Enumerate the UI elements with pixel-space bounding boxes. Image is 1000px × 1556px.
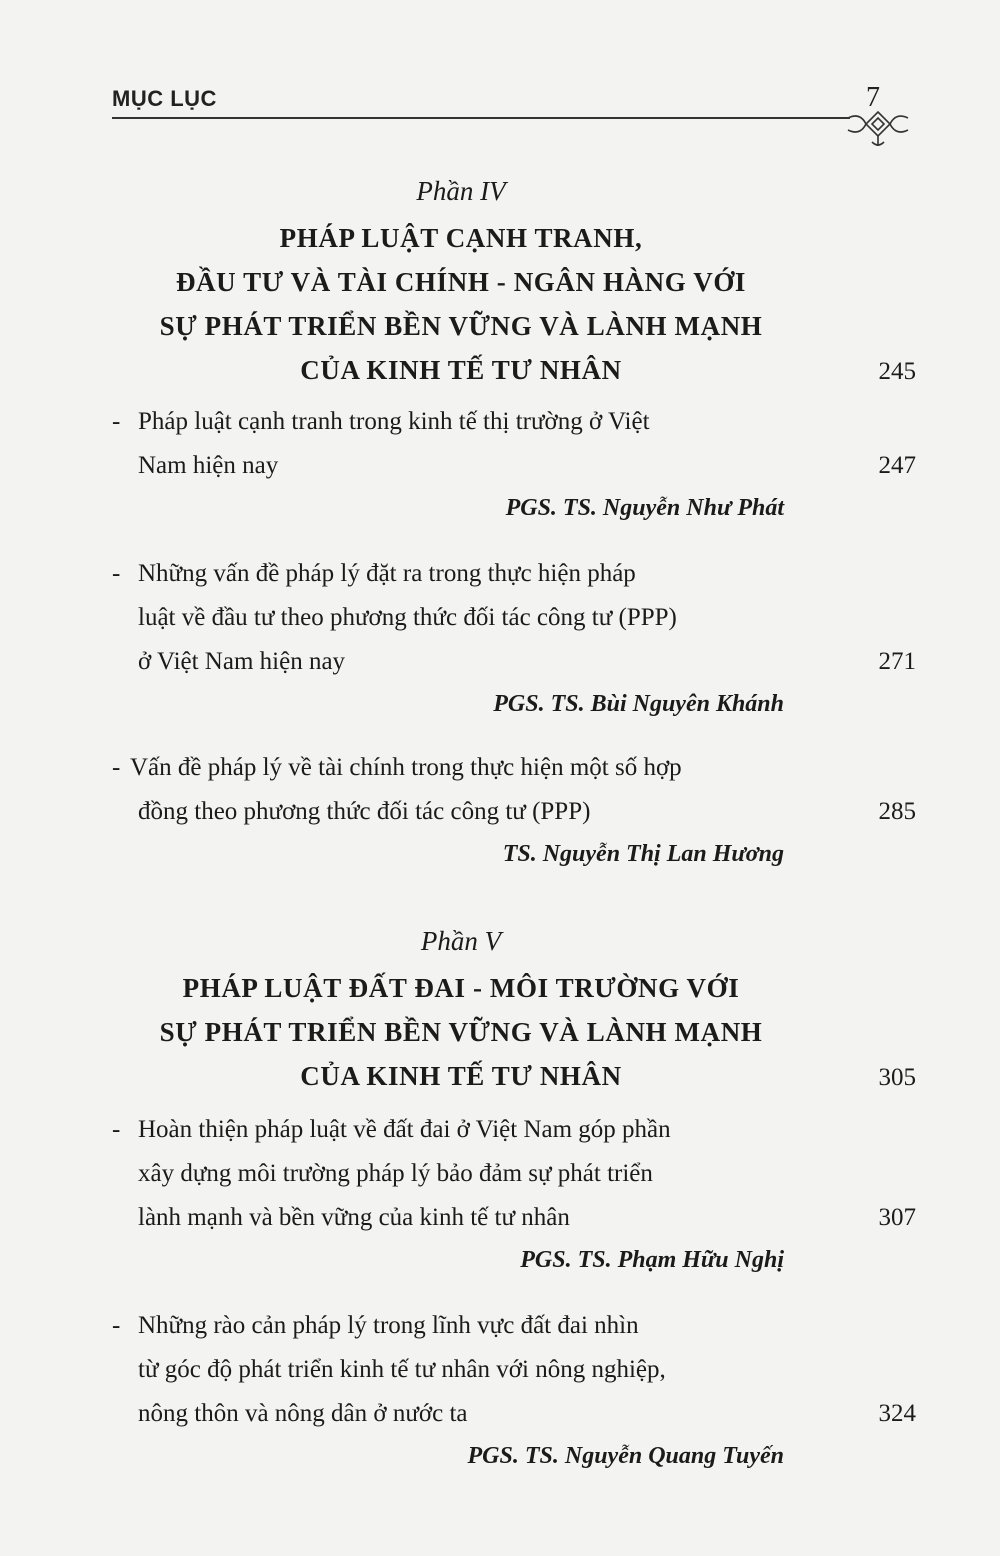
entry-page-ref: 307: [878, 1204, 916, 1231]
section-title-line: ĐẦU TƯ VÀ TÀI CHÍNH - NGÂN HÀNG VỚI: [175, 267, 747, 297]
entry-bullet: -: [112, 560, 121, 587]
entry-title-line: Pháp luật cạnh tranh trong kinh tế thị trường ở Việt: [138, 408, 650, 435]
entry-page-ref: 324: [878, 1400, 916, 1427]
entry-page-ref: 285: [878, 798, 916, 825]
entry-author: PGS. TS. Nguyễn Quang Tuyến: [467, 1443, 784, 1469]
entry-author: PGS. TS. Bùi Nguyên Khánh: [493, 691, 784, 717]
entry-title-line: Những vấn đề pháp lý đặt ra trong thực hiện pháp: [138, 560, 636, 587]
entry-bullet: -: [112, 408, 121, 435]
entry-title-line: Nam hiện nay: [138, 452, 279, 479]
entry-author: PGS. TS. Phạm Hữu Nghị: [520, 1247, 784, 1273]
entry-title-line: Những rào cản pháp lý trong lĩnh vực đất đai nhìn: [138, 1312, 639, 1339]
section-title-line: CỦA KINH TẾ TƯ NHÂN: [300, 355, 622, 385]
section-page-ref: 305: [878, 1064, 916, 1091]
entry-page-ref: 271: [878, 648, 916, 675]
entry-title-line: Vấn đề pháp lý về tài chính trong thực hiện một số hợp: [130, 754, 682, 781]
entry-title-line: đồng theo phương thức đối tác công tư (PPP): [138, 798, 591, 825]
entry-title-line: Hoàn thiện pháp luật về đất đai ở Việt Nam góp phần: [138, 1116, 671, 1143]
ornament-icon: [838, 108, 918, 150]
section-page-ref: 245: [878, 358, 916, 385]
section-title-line: CỦA KINH TẾ TƯ NHÂN: [300, 1061, 622, 1091]
section-title-line: SỰ PHÁT TRIỂN BỀN VỮNG VÀ LÀNH MẠNH: [159, 1017, 763, 1047]
section-title-line: PHÁP LUẬT CẠNH TRANH,: [279, 223, 643, 253]
entry-bullet: -: [112, 754, 121, 781]
section-title-line: SỰ PHÁT TRIỂN BỀN VỮNG VÀ LÀNH MẠNH: [159, 311, 763, 341]
entry-author: TS. Nguyễn Thị Lan Hương: [502, 841, 784, 867]
section-title-line: PHÁP LUẬT ĐẤT ĐAI - MÔI TRƯỜNG VỚI: [182, 973, 740, 1003]
page-number: 7: [866, 82, 880, 113]
header-divider: [112, 117, 850, 119]
entry-page-ref: 247: [878, 452, 916, 479]
entry-bullet: -: [112, 1116, 121, 1143]
entry-title-line: nông thôn và nông dân ở nước ta: [138, 1400, 468, 1427]
entry-title-line: ở Việt Nam hiện nay: [138, 648, 346, 675]
entry-title-line: lành mạnh và bền vững của kinh tế tư nhân: [138, 1204, 570, 1231]
part-label: Phần V: [420, 926, 502, 956]
entry-author: PGS. TS. Nguyễn Như Phát: [505, 495, 784, 521]
part-label: Phần IV: [416, 176, 506, 206]
entry-bullet: -: [112, 1312, 121, 1339]
entry-title-line: từ góc độ phát triển kinh tế tư nhân với nông nghiệp,: [138, 1356, 666, 1383]
entry-title-line: luật về đầu tư theo phương thức đối tác công tư (PPP): [138, 604, 677, 631]
entry-title-line: xây dựng môi trường pháp lý bảo đảm sự phát triển: [138, 1160, 653, 1187]
running-header-label: MỤC LỤC: [112, 86, 217, 111]
